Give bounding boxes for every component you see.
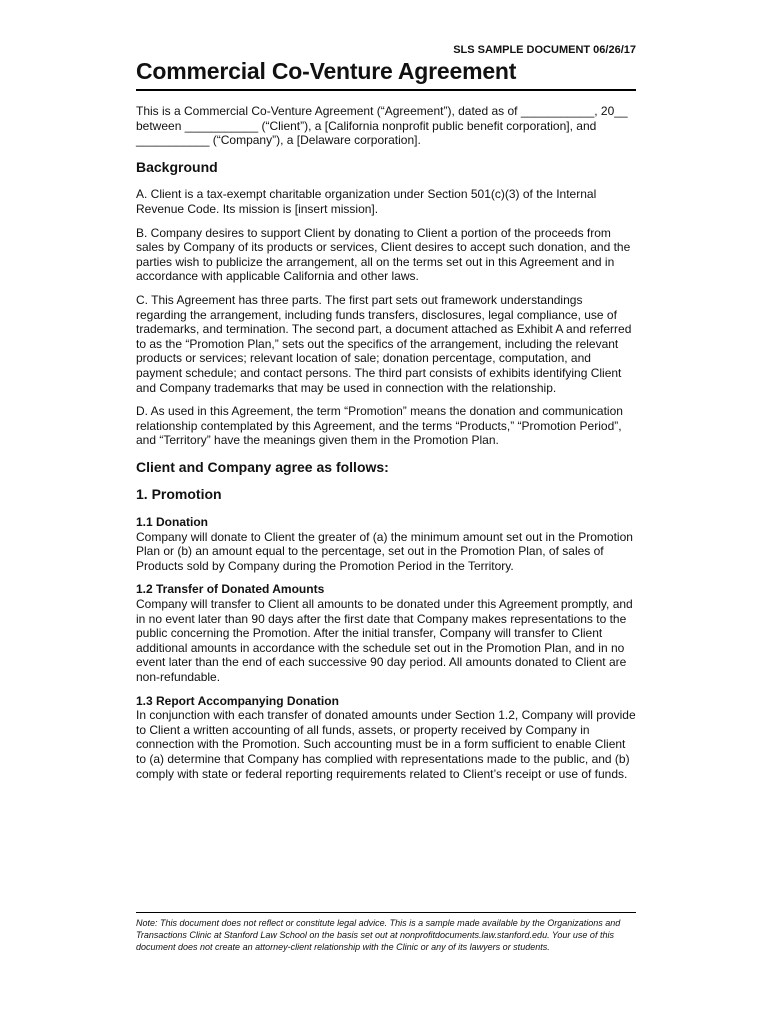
section-1-3 xyxy=(136,694,636,782)
background-paragraph-a: A. Client is a tax-exempt charitable organization under Section 501(c)(3) of the Internal Revenue Code. Its mission is [insert mission]. xyxy=(136,187,597,216)
section-1-1-text: Company will donate to Client the greater of (a) the minimum amount set out in the Promotion Plan or (b) an amount equal to the percentage, set out in the Promotion Plan, of sales of Products sold by Company during the Promotion Period in the Territory. xyxy=(136,529,633,573)
title-rule xyxy=(136,89,636,91)
intro-paragraph: This is a Commercial Co-Venture Agreement (“Agreement”), dated as of ___________, 20__ between ___________ (“Client”), a [California nonprofit public benefit corporation], and ___________ (“Company”), a [Delaware corporation]. xyxy=(136,104,628,148)
section-1-3-title: 1.3 Report Accompanying Donation xyxy=(136,693,339,708)
background-heading: Background xyxy=(136,158,218,175)
document-body xyxy=(136,104,636,790)
background-paragraph-c: C. This Agreement has three parts. The first part sets out framework understandings regarding the arrangement, including funds transfers, disclosures, legal compliance, use of trademarks, and termination. The second part, a document attached as Exhibit A and referred to as the “Promotion Plan,” sets out the specifics of the arrangement, including the relevant products or services; relevant location of sale; donation percentage, computation, and payment schedule; and contact persons. The third part consists of exhibits identifying Client and Company trademarks that may be used in connection with the relationship. xyxy=(136,292,632,395)
agree-heading: Client and Company agree as follows: xyxy=(136,458,389,475)
section-1-3-text: In conjunction with each transfer of donated amounts under Section 1.2, Company will provide to Client a written accounting of all funds, assets, or property received by Company in connection with the Promotion. Such accounting must be in a form sufficient to enable Client to (a) determine that Company has complied with representations made to the public, and (b) comply with state or federal reporting requirements related to Client’s receipt or use of funds. xyxy=(136,708,636,781)
background-paragraph-d: D. As used in this Agreement, the term “Promotion” means the donation and communication relationship contemplated by this Agreement, and the terms “Products,” “Promotion Period”, and “Territory” have the meanings given them in the Promotion Plan. xyxy=(136,404,623,448)
section-1-2-text: Company will transfer to Client all amounts to be donated under this Agreement promptly, and in no event later than 90 days after the first date that Company makes representations to the public concerning the Promotion. After the initial transfer, Company will transfer to Client additional amounts in accordance with the schedule set out in the Promotion Plan, and in no event later than the end of each successive 90 day period. All amounts donated to Client are non-refundable. xyxy=(136,597,633,684)
section-1-2 xyxy=(136,582,636,684)
section-1-1-title: 1.1 Donation xyxy=(136,515,209,530)
document-tag: SLS SAMPLE DOCUMENT 06/26/17 xyxy=(453,44,636,56)
section-1-1 xyxy=(136,515,636,573)
footer-note: Note: This document does not reflect or constitute legal advice. This is a sample made available by the Organizations and Transactions Clinic at Stanford Law School on the basis set out at nonprofitdocuments.law.stanford.edu. Your use of this document does not create an attorney-client relationship with the Clinic or any of its lawyers or students. xyxy=(136,912,636,953)
section-1-heading: 1. Promotion xyxy=(136,486,222,503)
background-paragraph-b: B. Company desires to support Client by donating to Client a portion of the proceeds from sales by Company of its products or services, Client desires to accept such donation, and the parties wish to publicize the arrangement, all on the terms set out in this Agreement and in accordance with applicable California and other laws. xyxy=(136,225,631,284)
section-1-2-title: 1.2 Transfer of Donated Amounts xyxy=(136,582,325,597)
document-title: Commercial Co-Venture Agreement xyxy=(136,58,517,84)
